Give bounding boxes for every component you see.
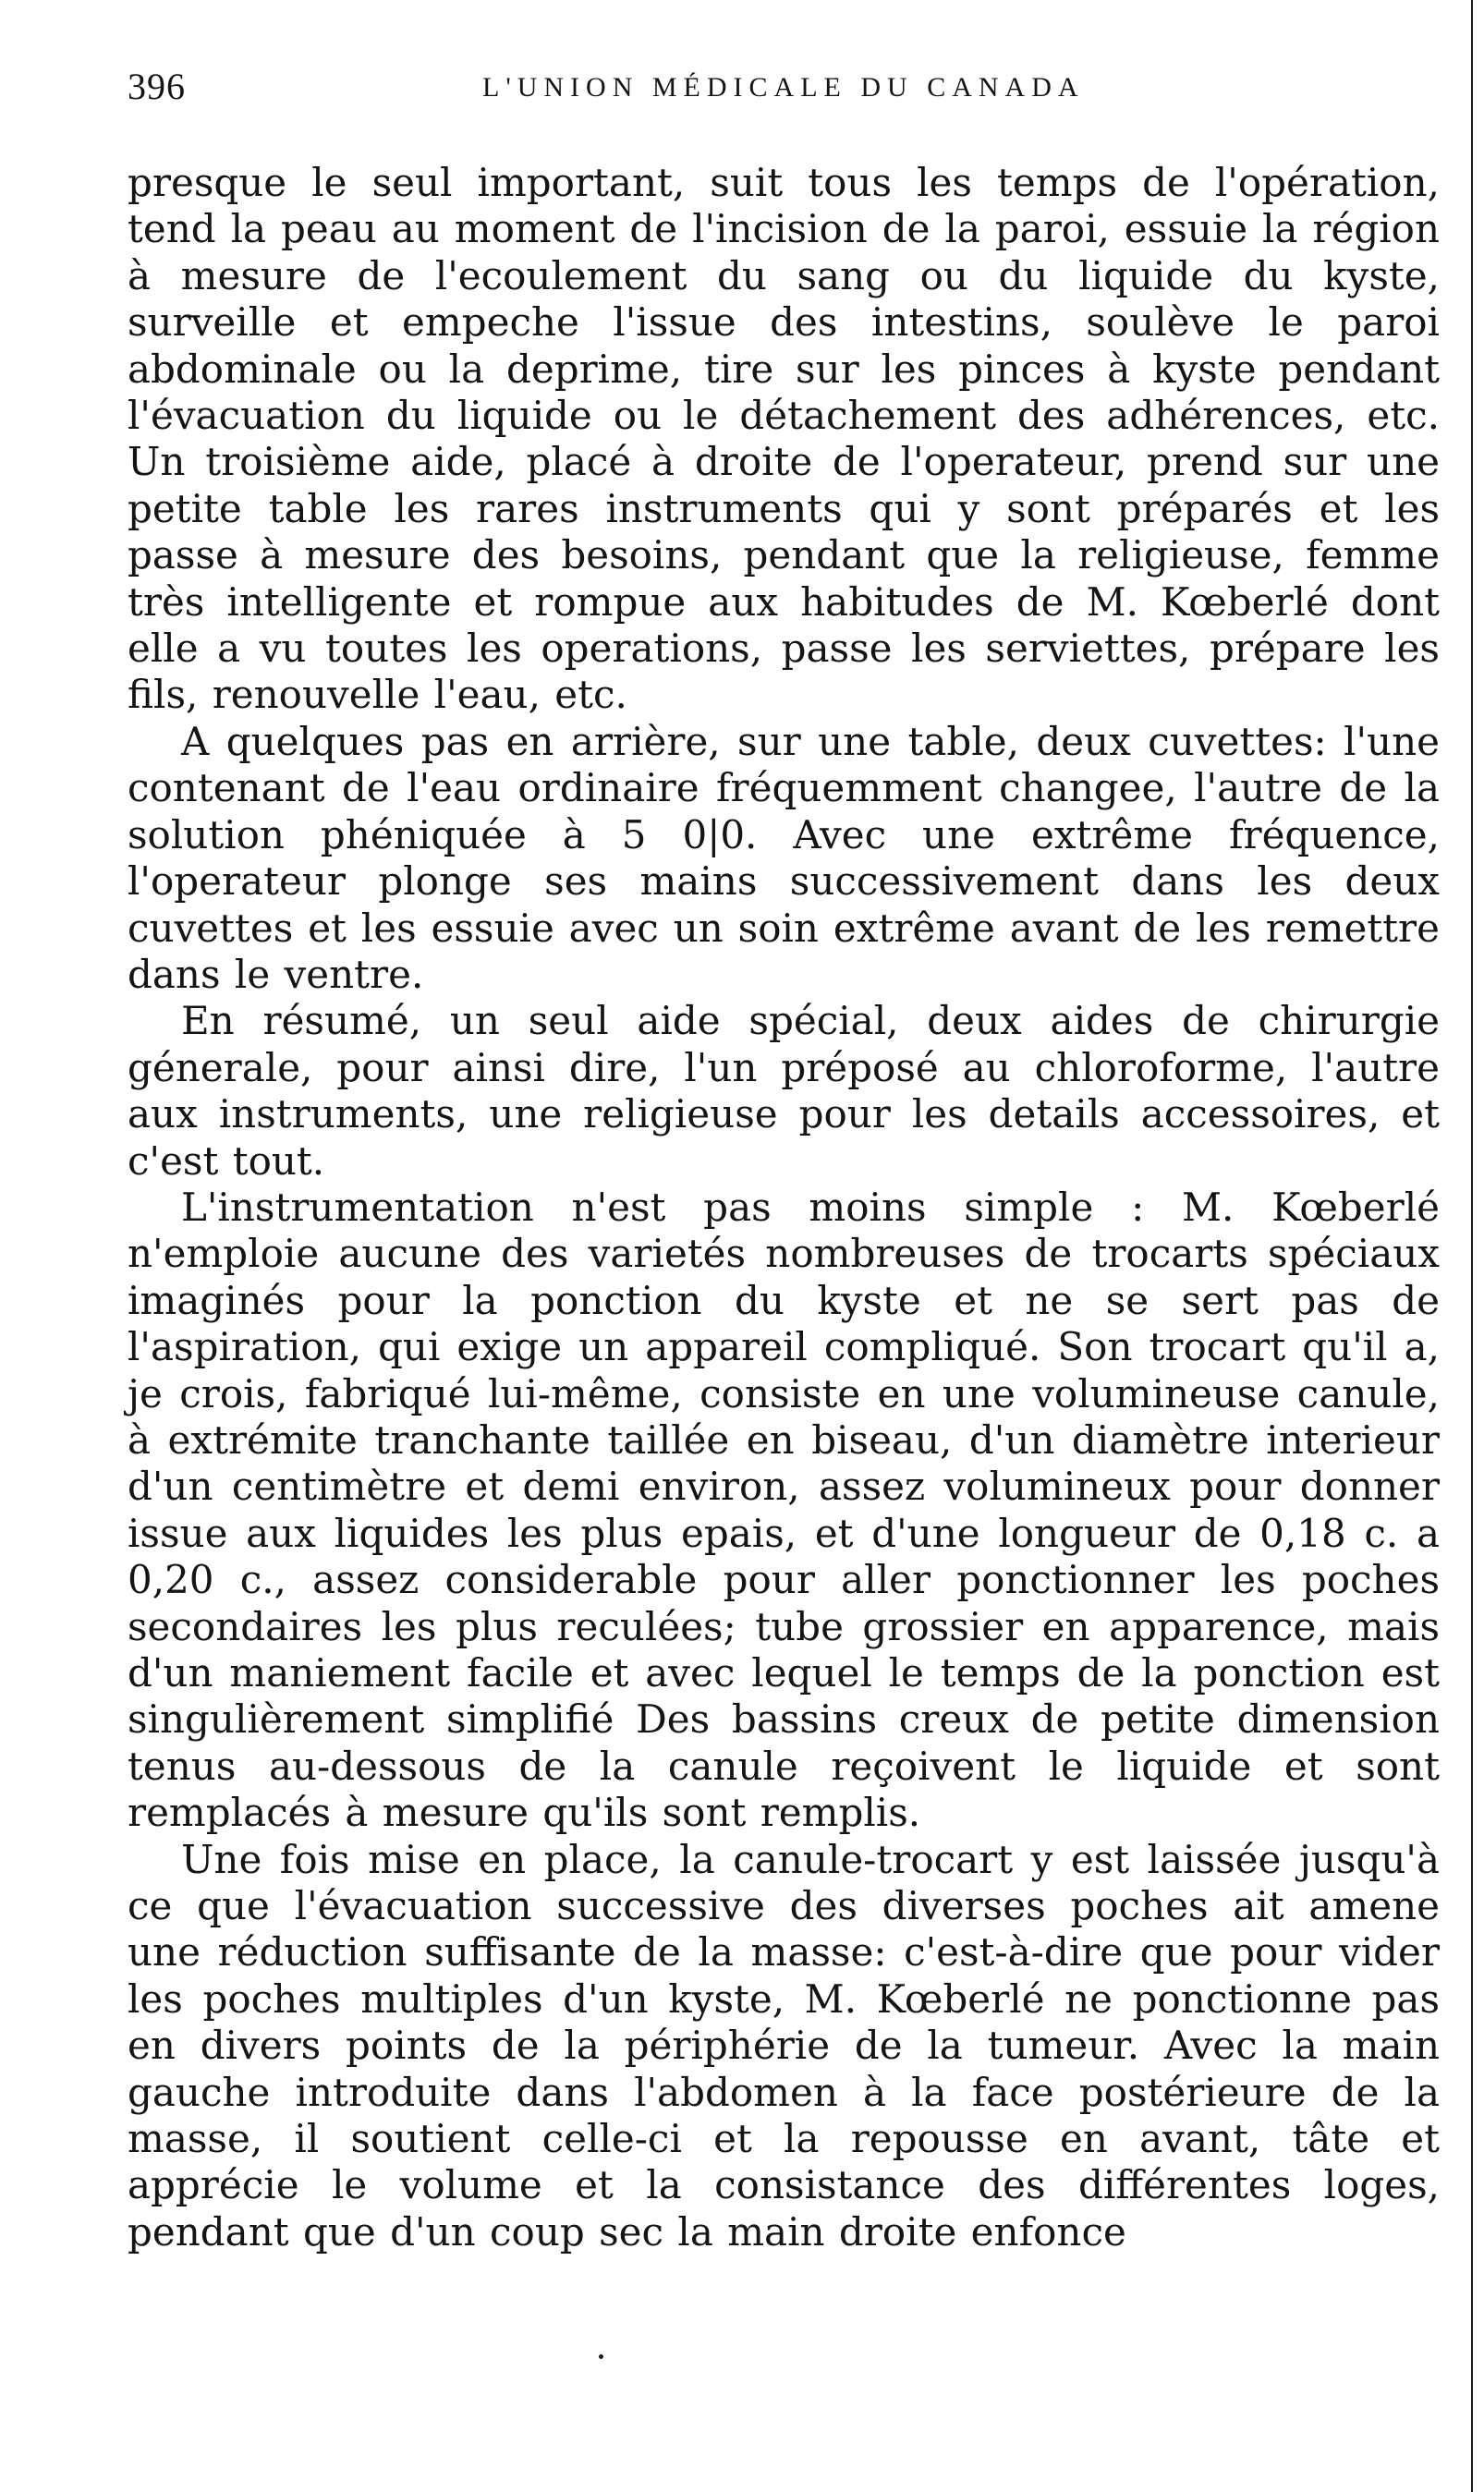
paragraph-2: A quelques pas en arrière, sur une table, deux cuvettes: l'une contenant de l'eau ordinaire fréquemment changee, l'autre de la solution phéniquée à 5 0|0. Avec une extrême fréquence, l'operateur plonge ses mains successivement dans les deux cuvettes et les essuie avec un soin extrême avant de les remettre dans le ventre.	[128, 718, 1440, 997]
journal-title: L'UNION MÉDICALE DU CANADA	[482, 72, 1085, 103]
paragraph-5: Une fois mise en place, la canule-trocart y est laissée jusqu'à ce que l'évacuation successive des diverses poches ait amene une réduction suffisante de la masse: c'est-à-dire que pour vider les poches multiples d'un kyste, M. Kœberlé ne ponctionne pas en divers points de la périphérie de la tumeur. Avec la main gauche introduite dans l'abdomen à la face postérieure de la masse, il soutient celle-ci et la repousse en avant, tâte et apprécie le volume et la consistance des différentes loges, pendant que d'un coup sec la main droite enfonce	[128, 1836, 1440, 2255]
ink-speck	[599, 2354, 603, 2359]
body-text	[128, 160, 1440, 2255]
scan-edge-rule	[1471, 0, 1473, 2492]
book-page	[128, 65, 1440, 2255]
page-number: 396	[128, 66, 186, 107]
paragraph-1: presque le seul important, suit tous les temps de l'opération, tend la peau au moment de l'incision de la paroi, essuie la région à mesure de l'ecoulement du sang ou du liquide du kyste, surveille et empeche l'issue des intestins, soulève le paroi abdominale ou la deprime, tire sur les pinces à kyste pendant l'évacuation du liquide ou le détachement des adhérences, etc. Un troisième aide, placé à droite de l'operateur, prend sur une petite table les rares instruments qui y sont préparés et les passe à mesure des besoins, pendant que la religieuse, femme très intelligente et rompue aux habitudes de M. Kœberlé dont elle a vu toutes les operations, passe les serviettes, prépare les fils, renouvelle l'eau, etc.	[128, 160, 1440, 718]
paragraph-4: L'instrumentation n'est pas moins simple : M. Kœberlé n'emploie aucune des varietés nombreuses de trocarts spéciaux imaginés pour la ponction du kyste et ne se sert pas de l'aspiration, qui exige un appareil compliqué. Son trocart qu'il a, je crois, fabriqué lui-même, consiste en une volumineuse canule, à extrémite tranchante taillée en biseau, d'un diamètre interieur d'un centimètre et demi environ, assez volumineux pour donner issue aux liquides les plus epais, et d'une longueur de 0,18 c. a 0,20 c., assez considerable pour aller ponctionner les poches secondaires les plus reculées; tube grossier en apparence, mais d'un maniement facile et avec lequel le temps de la ponction est singulièrement simplifié Des bassins creux de petite dimension tenus au-dessous de la canule reçoivent le liquide et sont remplacés à mesure qu'ils sont remplis.	[128, 1184, 1440, 1836]
paragraph-3: En résumé, un seul aide spécial, deux aides de chirurgie génerale, pour ainsi dire, l'un préposé au chloroforme, l'autre aux instruments, une religieuse pour les details accessoires, et c'est tout.	[128, 998, 1440, 1184]
running-head	[128, 65, 1440, 120]
